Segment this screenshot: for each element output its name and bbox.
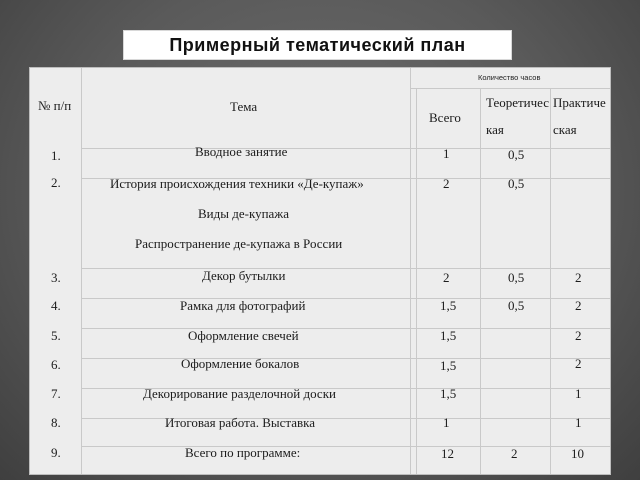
row-topic: Оформление свечей xyxy=(188,328,299,343)
row-total: 12 xyxy=(441,446,454,461)
row-total: 2 xyxy=(443,270,450,285)
column-divider xyxy=(81,68,82,474)
row-num: 9. xyxy=(51,445,61,460)
header-practice: Практическая xyxy=(553,95,606,137)
page-title: Примерный тематический план xyxy=(169,34,466,55)
header-theory: Теоретическая xyxy=(486,95,550,137)
row-total: 2 xyxy=(443,176,450,191)
column-divider xyxy=(480,88,481,474)
header-hours: Количество часов xyxy=(478,73,541,82)
row-practice: 2 xyxy=(575,356,582,371)
row-total: 1,5 xyxy=(440,298,457,313)
row-total: 1,5 xyxy=(440,358,457,373)
row-total: 1,5 xyxy=(440,386,457,401)
row-practice: 2 xyxy=(575,270,582,285)
row-topic: Итоговая работа. Выставка xyxy=(165,415,316,430)
row-num: 6. xyxy=(51,357,61,372)
row-divider xyxy=(81,268,610,269)
row-theory: 2 xyxy=(511,446,518,461)
row-practice: 2 xyxy=(575,328,582,343)
title-box xyxy=(123,30,512,60)
row-theory: 0,5 xyxy=(508,270,525,285)
row-num: 2. xyxy=(51,175,61,190)
row-topic: Оформление бокалов xyxy=(181,356,300,371)
row-divider xyxy=(81,418,610,419)
column-divider xyxy=(416,88,417,474)
row-topic: Декорирование разделочной доски xyxy=(143,386,336,401)
row-topic: Вводное занятие xyxy=(195,144,288,159)
row-divider xyxy=(81,328,610,329)
row-topic: Декор бутылки xyxy=(202,268,286,283)
row-topic: Виды де-купажа xyxy=(198,206,290,221)
row-practice: 10 xyxy=(571,446,584,461)
row-theory: 0,5 xyxy=(508,147,525,162)
row-num: 8. xyxy=(51,415,61,430)
row-theory: 0,5 xyxy=(508,176,525,191)
row-num: 4. xyxy=(51,298,61,313)
row-num: 7. xyxy=(51,386,61,401)
column-divider xyxy=(410,68,411,474)
column-divider xyxy=(550,88,551,474)
row-practice: 2 xyxy=(575,298,582,313)
row-topic: Всего по программе: xyxy=(185,445,301,460)
row-total: 1 xyxy=(443,415,450,430)
row-divider xyxy=(81,358,610,359)
row-num: 1. xyxy=(51,148,61,163)
header-num: № п/п xyxy=(38,98,72,113)
row-practice: 1 xyxy=(575,386,582,401)
row-divider xyxy=(81,148,610,149)
row-topic: Распространение де-купажа в России xyxy=(135,236,343,251)
header-total: Всего xyxy=(429,110,461,125)
row-theory: 0,5 xyxy=(508,298,525,313)
row-total: 1,5 xyxy=(440,328,457,343)
row-divider xyxy=(81,298,610,299)
row-topic: Рамка для фотографий xyxy=(180,298,306,313)
row-total: 1 xyxy=(443,146,450,161)
row-num: 3. xyxy=(51,270,61,285)
row-topic: История происхождения техники «Де-купаж» xyxy=(110,176,364,191)
header-topic: Тема xyxy=(230,99,258,114)
row-practice: 1 xyxy=(575,415,582,430)
row-divider xyxy=(81,446,610,447)
row-num: 5. xyxy=(51,328,61,343)
